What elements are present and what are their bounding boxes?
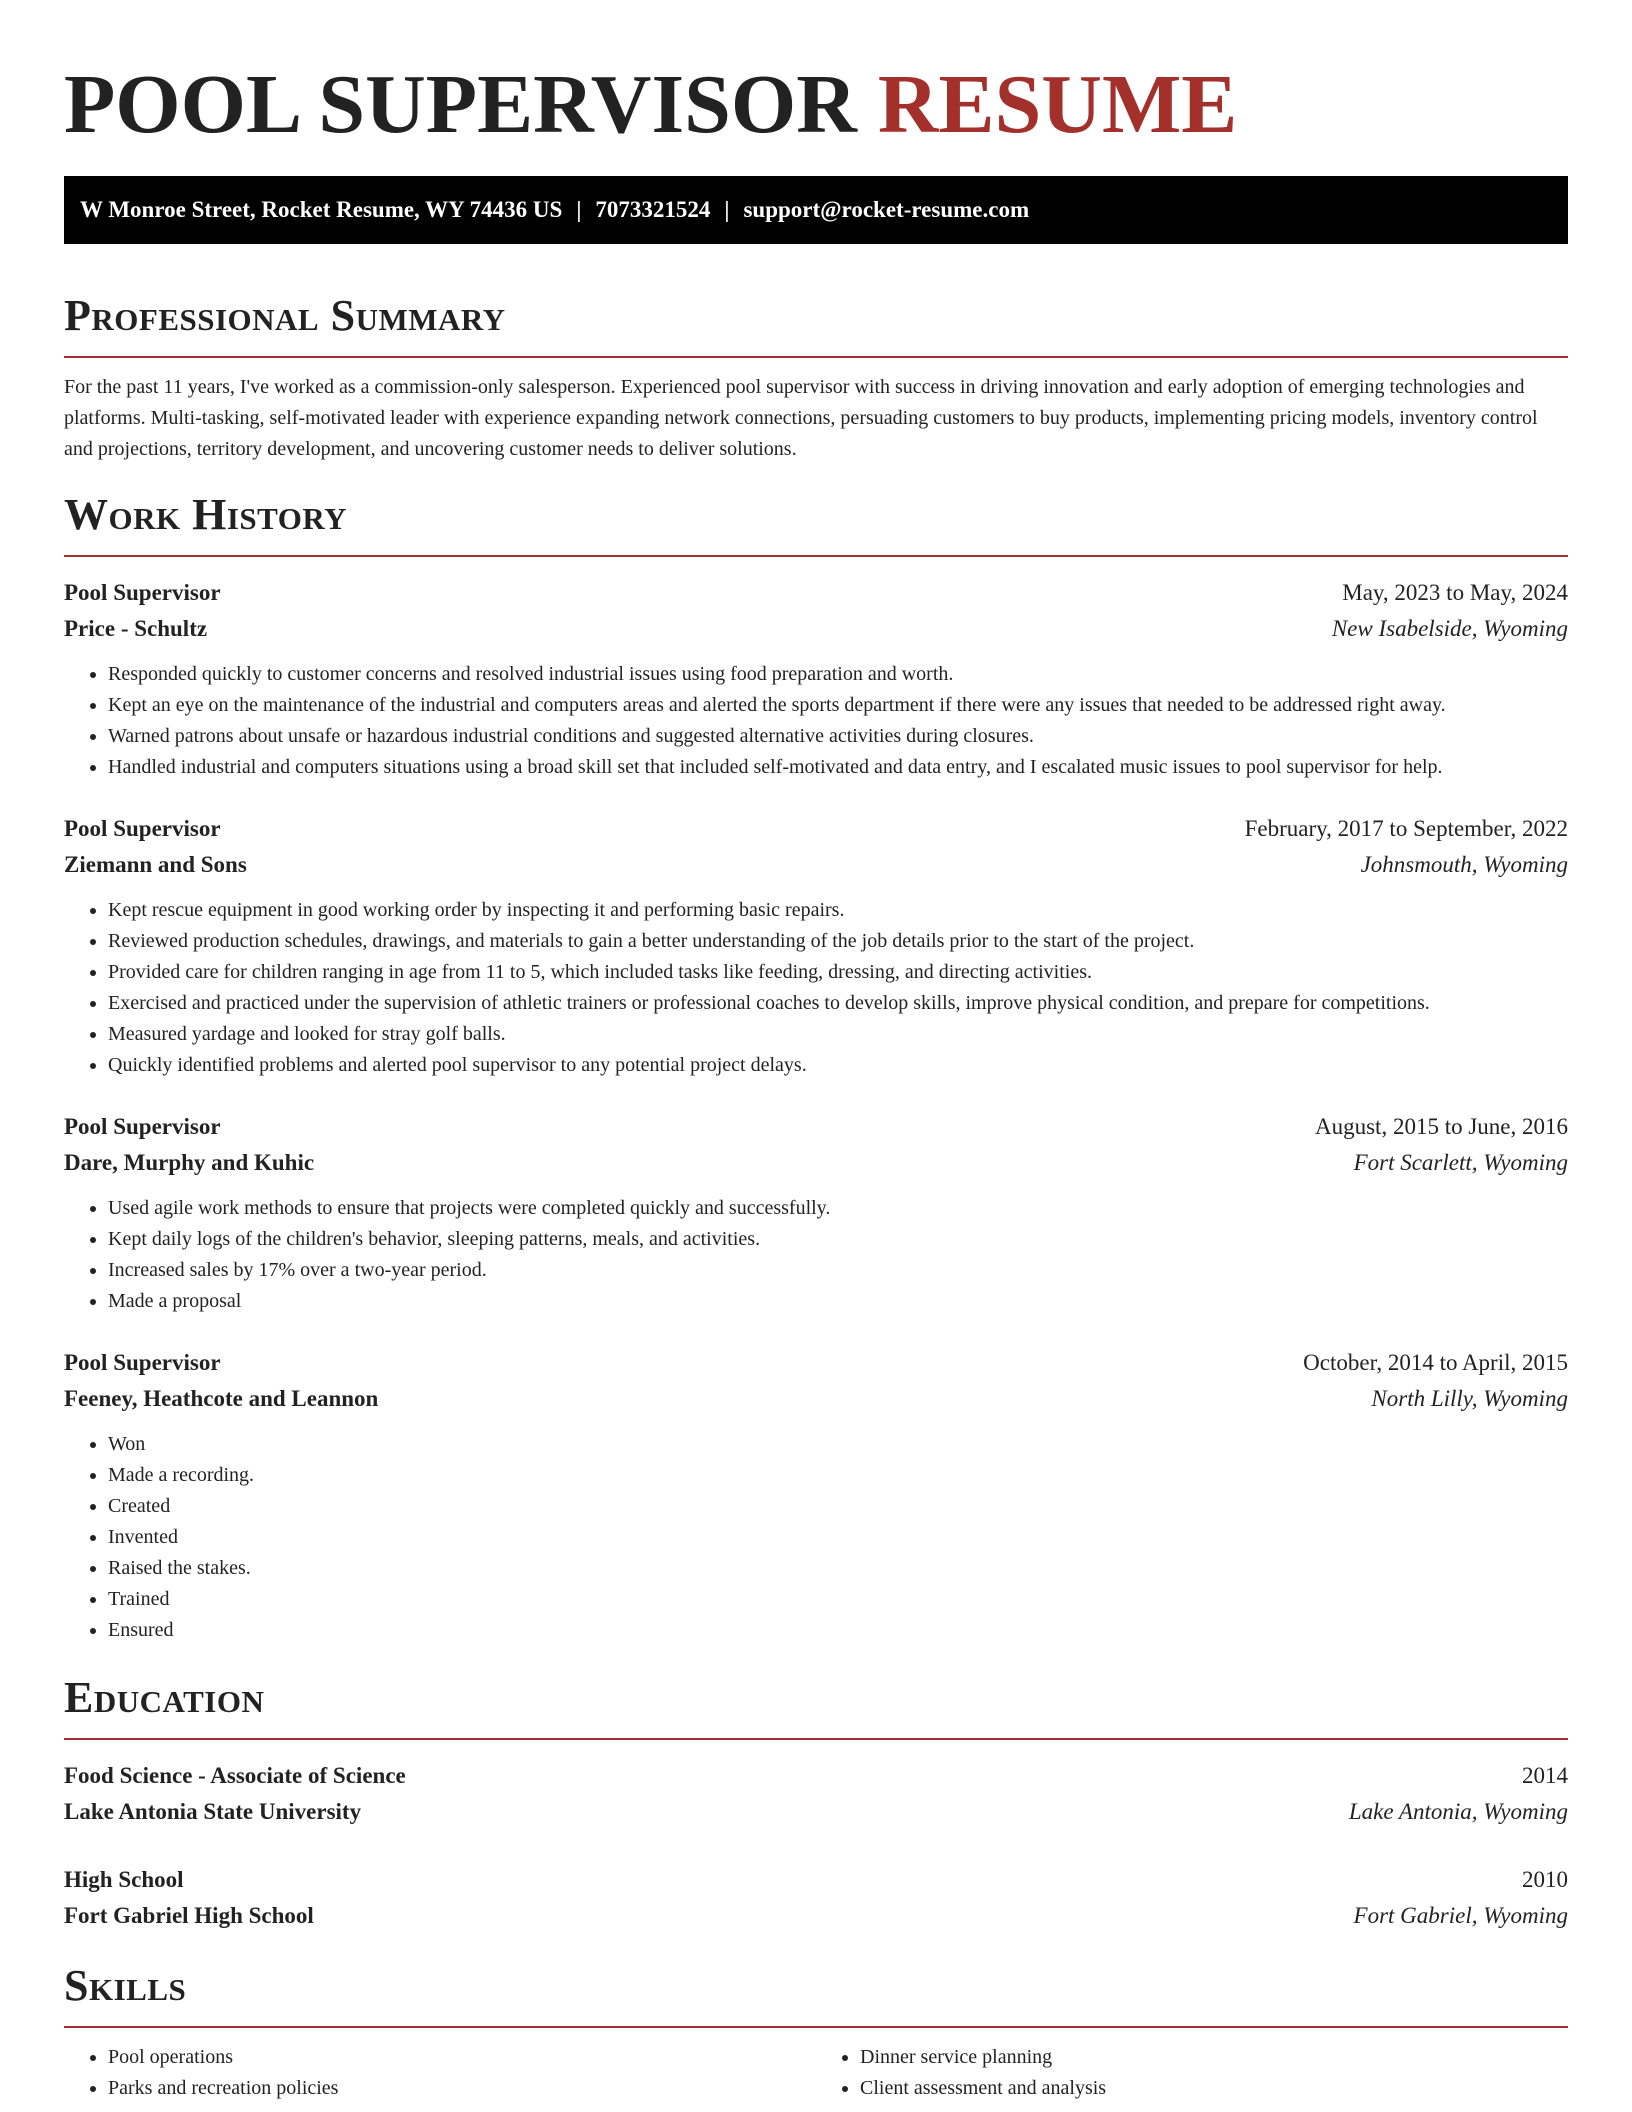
job-dates: October, 2014 to April, 2015 (1303, 1350, 1568, 1375)
job-dates: May, 2023 to May, 2024 (1342, 580, 1568, 605)
resume-title (64, 0, 1568, 154)
contact-phone: 7073321524 (595, 197, 711, 222)
job-bullets (64, 895, 1568, 1081)
contact-separator: | (576, 197, 582, 222)
education-section (64, 1670, 1568, 1934)
job-company: Dare, Murphy and Kuhic (64, 1150, 315, 1175)
education-school: Lake Antonia State University (64, 1799, 362, 1824)
job-title: Pool Supervisor (64, 580, 221, 605)
job-bullet: • Warned patrons about unsafe or hazardous industrial conditions and suggested alternative activities during closures. (108, 721, 1568, 752)
job-bullets (64, 1193, 1568, 1317)
skills-list-left (64, 2042, 816, 2104)
job-bullet: • Kept an eye on the maintenance of the industrial and computers areas and alerted the sports department if there were any issues that needed to be addressed right away. (108, 690, 1568, 721)
job-bullet: • Quickly identified problems and alerted pool supervisor to any potential project delays. (108, 1050, 1568, 1081)
job-bullet: • Reviewed production schedules, drawings, and materials to gain a better understanding of the job details prior to the start of the project. (108, 926, 1568, 957)
job-title: Pool Supervisor (64, 1114, 221, 1139)
summary-section (64, 288, 1568, 465)
job-bullet: • Responded quickly to customer concerns and resolved industrial issues using food preparation and worth. (108, 659, 1568, 690)
job-bullet: • Handled industrial and computers situations using a broad skill set that included self-motivated and data entry, and I escalated music issues to pool supervisor for help. (108, 752, 1568, 783)
contact-separator: | (724, 197, 730, 222)
job-entry (64, 1109, 1568, 1317)
contact-email: support@rocket-resume.com (743, 197, 1030, 222)
job-bullet: • Kept rescue equipment in good working order by inspecting it and performing basic repairs. (108, 895, 1568, 926)
job-location: Fort Scarlett, Wyoming (1353, 1150, 1568, 1175)
skill-item: • Pool operations (108, 2042, 816, 2073)
education-entry (64, 1862, 1568, 1934)
skill-item: • Client assessment and analysis (860, 2073, 1568, 2104)
section-divider (64, 1738, 1568, 1740)
title-main: POOL SUPERVISOR (64, 58, 857, 151)
education-degree: Food Science - Associate of Science (64, 1763, 406, 1788)
education-location: Fort Gabriel, Wyoming (1353, 1903, 1568, 1928)
education-year: 2010 (1522, 1867, 1568, 1892)
skills-list-right (816, 2042, 1568, 2104)
job-bullet: • Invented (108, 1522, 1568, 1553)
job-dates: February, 2017 to September, 2022 (1244, 816, 1568, 841)
job-company: Ziemann and Sons (64, 852, 247, 877)
job-company: Feeney, Heathcote and Leannon (64, 1386, 379, 1411)
job-bullet: • Used agile work methods to ensure that projects were completed quickly and successfully. (108, 1193, 1568, 1224)
contact-bar (64, 176, 1568, 244)
section-divider (64, 2026, 1568, 2028)
skills-section (64, 1958, 1568, 2104)
job-title: Pool Supervisor (64, 1350, 221, 1375)
section-divider (64, 555, 1568, 557)
job-bullets (64, 659, 1568, 783)
job-bullet: • Won (108, 1429, 1568, 1460)
education-heading: Education (64, 1673, 265, 1722)
job-bullet: • Kept daily logs of the children's behavior, sleeping patterns, meals, and activities. (108, 1224, 1568, 1255)
job-company: Price - Schultz (64, 616, 208, 641)
job-bullet: • Raised the stakes. (108, 1553, 1568, 1584)
job-location: New Isabelside, Wyoming (1331, 616, 1568, 641)
skills-columns (64, 2042, 1568, 2104)
skill-item: • Parks and recreation policies (108, 2073, 816, 2104)
job-title: Pool Supervisor (64, 816, 221, 841)
section-divider (64, 356, 1568, 358)
job-bullet: • Made a proposal (108, 1286, 1568, 1317)
education-location: Lake Antonia, Wyoming (1348, 1799, 1568, 1824)
education-degree: High School (64, 1867, 184, 1892)
job-bullet: • Created (108, 1491, 1568, 1522)
skill-item: • Dinner service planning (860, 2042, 1568, 2073)
job-bullet: • Made a recording. (108, 1460, 1568, 1491)
summary-heading: Professional Summary (64, 291, 506, 340)
contact-address: W Monroe Street, Rocket Resume, WY 74436 US (80, 197, 563, 222)
job-dates: August, 2015 to June, 2016 (1315, 1114, 1568, 1139)
job-entry (64, 1345, 1568, 1646)
job-bullet: • Ensured (108, 1615, 1568, 1646)
job-entry (64, 575, 1568, 783)
job-entry (64, 811, 1568, 1081)
work-history-heading: Work History (64, 490, 348, 539)
job-bullet: • Trained (108, 1584, 1568, 1615)
job-location: North Lilly, Wyoming (1371, 1386, 1568, 1411)
education-school: Fort Gabriel High School (64, 1903, 314, 1928)
job-bullets (64, 1429, 1568, 1646)
job-bullet: • Measured yardage and looked for stray golf balls. (108, 1019, 1568, 1050)
summary-text: For the past 11 years, I've worked as a commission-only salesperson. Experienced pool supervisor with success in driving innovation and early adoption of emerging technologies and platforms. Multi-tasking, self-motivated leader with experience expanding network connections, persuading customers to buy products, implementing pricing models, inventory control and projections, territory development, and uncovering customer needs to deliver solutions. (64, 376, 1538, 460)
education-entry (64, 1758, 1568, 1830)
job-bullet: • Provided care for children ranging in age from 11 to 5, which included tasks like feeding, dressing, and directing activities. (108, 957, 1568, 988)
job-bullet: • Exercised and practiced under the supervision of athletic trainers or professional coaches to develop skills, improve physical condition, and prepare for competitions. (108, 988, 1568, 1019)
education-year: 2014 (1522, 1763, 1568, 1788)
job-location: Johnsmouth, Wyoming (1360, 852, 1568, 877)
skills-heading: Skills (64, 1961, 187, 2010)
work-history-section (64, 487, 1568, 1646)
title-accent: RESUME (877, 58, 1238, 151)
job-bullet: • Increased sales by 17% over a two-year period. (108, 1255, 1568, 1286)
